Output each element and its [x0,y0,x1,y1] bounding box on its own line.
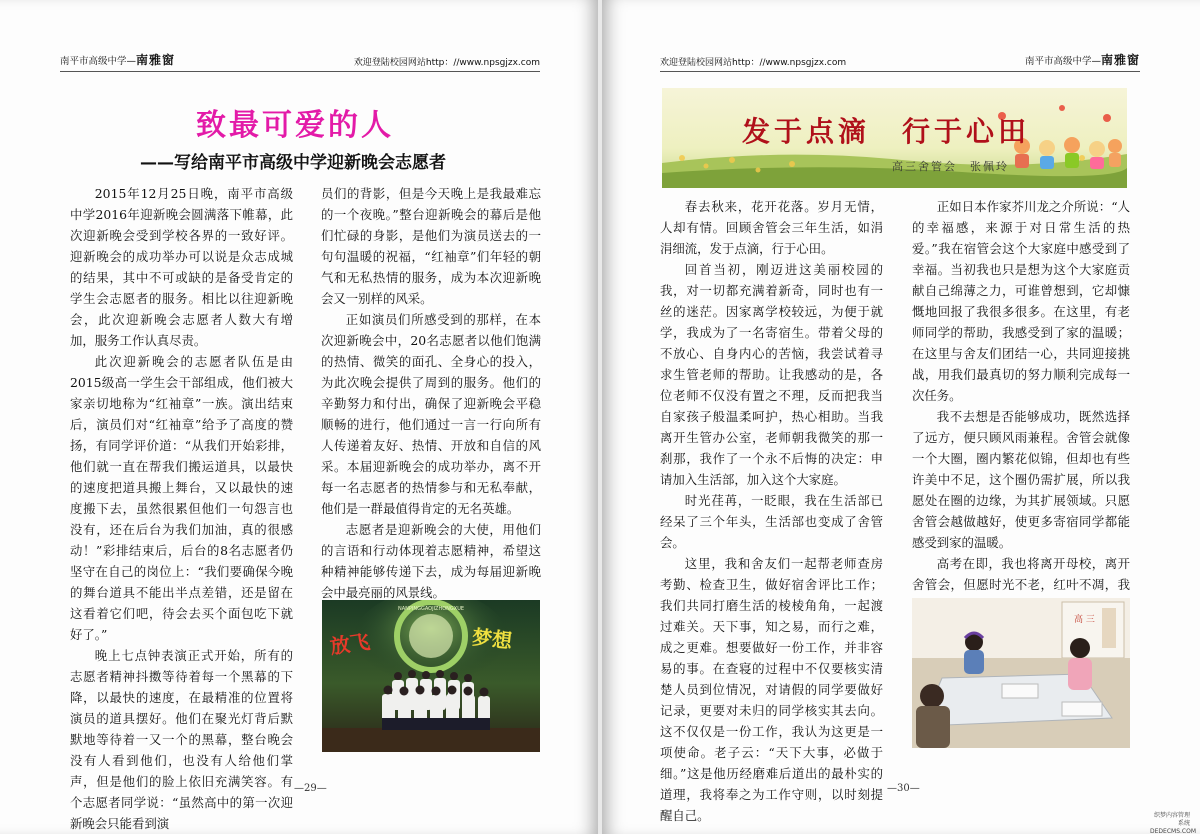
paragraph: 此次迎新晚会的志愿者队伍是由2015级高一学生会干部组成，他们被大家亲切地称为“红袖章”一族。演出结束后，演员们对“红袖章”给予了高度的赞扬，有同学评价道：“从我们开始彩排，他们就一直在帮我们搬运道具，以最快的速度把道具搬上舞台，又以最快的速度搬下去，虽然很累但他们一句怨言也没有，还在后台为我们加油，真的很感动！”彩排结束后，后台的8名志愿者仍坚守在自己的岗位上：“我们要确保今晚的舞台道具不能出半点差错，还是留在这看着它们吧，待会去买个面包吃下就好了。” [70,354,293,642]
paragraph: 回首当初，刚迈进这美丽校园的我，对一切都充满着新奇，同时也有一丝的迷茫。因家离学校较远，为便于就学，我成为了一名寄宿生。带着父母的不放心、自身内心的苦恼，我尝试着寻求生管老师的帮助。让我感动的是，各位老师不仅没有置之不理，反而把我当自家孩子般温柔呵护，热心相助。当我离开生管办公室，老师朝我微笑的那一刹那，我作了一个永不后悔的决定：申请加入生活部，加入这个大家庭。 [660,262,883,487]
page-number-left: —29— [294,783,327,794]
stage-photo-illustration [322,600,540,752]
header-school-name: 南平市高级中学—南雅窗 [1024,53,1140,67]
header-website: 欢迎登陆校园网站http：//www.npsgjzx.com [660,58,847,68]
paragraph: 正如演员们所感受到的那样，在本次迎新晚会中，20名志愿者以他们饱满的热情、微笑的面孔、全身心的投入，为此次晚会提供了周到的服务。他们的辛勤努力和付出，确保了迎新晚会平稳顺畅的进行，他们通过一言一行向所有人传递着友好、热情、开放和自信的风采。本届迎新晚会的成功举办，离不开每一名志愿者的热情参与和无私奉献，他们是一群最值得肯定的无名英雄。 [321,312,541,516]
stage-sign-right: 梦想 [470,624,514,654]
watermark-line1: 织梦内容管理系统 [1153,812,1190,827]
paragraph: 春去秋来，花开花落。岁月无情，人却有情。回顾舍管会三年生活，如涓涓细流，发于点滴，行于心田。 [660,199,883,256]
banner-title: 发于点滴 行于心田 [742,115,1031,148]
office-photo-illustration [912,598,1130,748]
girl-with-headphones [964,633,984,674]
left-column-2 [321,183,541,603]
right-column-2 [912,196,1130,616]
paragraph: 高考在即，我也将离开母校，离开舍管会，但愿时光不老，红叶不凋，我 [912,556,1130,592]
wall-notice-text: 高 三 [1074,615,1095,625]
paragraph: 我不去想是否能够成功，既然选择了远方，便只顾风雨兼程。舍管会就像一个大圈，圈内繁花似锦，但却也有些许美中不足，这个圈仍需扩展，所以我愿处在圈的边缘，为其扩展领域。只愿舍管会越做越好，使更多寄宿同学都能感受到家的温暖。 [912,409,1130,550]
page-number-right: —30— [887,783,920,794]
site-watermark [1150,812,1196,834]
stage-sign-left: 放飞 [328,629,372,659]
header-brand: 南雅窗 [1100,53,1140,67]
left-column-1 [70,183,293,834]
right-column-1 [660,196,883,826]
banner-author: 高三舍管会 张佩玲 [892,160,1009,173]
left-running-header [60,50,540,72]
left-page [0,0,598,834]
article-title: 致最可爱的人 [196,108,394,143]
dorm-office-photo [912,598,1130,748]
paragraph: 员们的背影，但是今天晚上是我最难忘的一个夜晚。”整台迎新晚会的幕后是他们忙碌的身影，是他们为演员送去的一句句温暖的祝福，“红袖章”们年轻的朝气和无私热情的服务，成为本次迎新晚会又一别样的风采。 [321,186,541,306]
girl-in-pink [1068,638,1092,690]
watermark-line2: DEDECMS.COM [1150,828,1196,834]
header-brand: 南雅窗 [136,53,176,67]
paragraph: 时光荏苒，一眨眼，我在生活部已经呆了三个年头，生活部也变成了舍管会。 [660,493,883,550]
right-page [602,0,1200,834]
right-running-header [660,50,1140,72]
paragraph: 晚上七点钟表演正式开始，所有的志愿者精神抖擞等待着每一个黑幕的下降，以最快的速度，在最精准的位置将演员的道具摆好。他们在聚光灯背后默默地等待着一又一个的黑幕，整台晚会没有人看到他们，也没有人给他们掌声，但是他们的脸上依旧充满笑容。有个志愿者同学说：“虽然高中的第一次迎新晚会只能看到演 [70,648,293,831]
paragraph: 志愿者是迎新晚会的大使，用他们的言语和行动体现着志愿精神，希望这种精神能够传递下去，成为每届迎新晚会中最亮丽的风景线。 [321,522,541,600]
article-subtitle: ——写给南平市高级中学迎新晚会志愿者 [140,153,446,173]
paragraph: 2015年12月25日晚，南平市高级中学2016年迎新晚会圆满落下帷幕，此次迎新晚会受到学校各界的一致好评。迎新晚会的成功举办可以说是众志成城的结果，其中不可或缺的是备受肯定的学生会志愿者的服务。相比以往迎新晚会，此次迎新晚会志愿者人数大有增加，服务工作认真尽责。 [70,186,293,348]
article-banner [662,88,1127,188]
header-school-name: 南平市高级中学—南雅窗 [60,53,176,67]
volunteers-group-photo [322,600,540,752]
paragraph: 正如日本作家芥川龙之介所说：“人的幸福感，来源于对日常生活的热爱。”我在宿管会这个大家庭中感受到了幸福。当初我也只是想为这个大家庭贡献自己绵薄之力，可谁曾想到，它却慷慨地回报了我很多很多。在这里，有老师同学的帮助，我感受到了家的温暖；在这里与舍友们团结一心，共同迎接挑战，用我们最真切的努力顺利完成每一次任务。 [912,199,1130,403]
paragraph: 这里，我和舍友们一起帮老师查房考勤、检查卫生，做好宿舍评比工作；我们共同打磨生活的棱棱角角，一起渡过难关。天下事，知之易，而行之难，成之更难。想要做好一份工作，并非容易的事。在查寝的过程中不仅要核实清楚人员到位情况，对请假的同学要做好记录，更要对未归的同学核实其去向。这不仅仅是一份工作，我认为这更是一项使命。老子云：“天下大事，必做于细。”这是他历经磨难后道出的最朴实的道理，我将奉之为工作守则，以时刻提醒自己。 [660,556,883,823]
stage-arc-text: NANPINGGAOJIZHONGXUE [397,606,465,612]
header-website: 欢迎登陆校园网站http：//www.npsgjzx.com [353,58,540,68]
